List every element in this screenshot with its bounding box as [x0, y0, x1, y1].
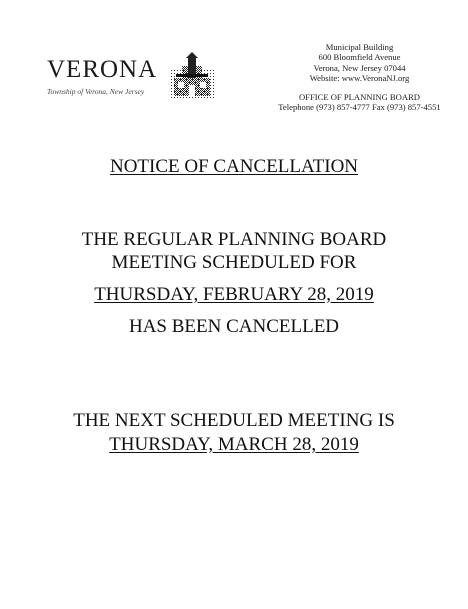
address-line: 600 Bloomfield Avenue — [318, 52, 401, 63]
notice-title: NOTICE OF CANCELLATION — [109, 156, 359, 177]
notice-line: THE REGULAR PLANNING BOARD — [81, 229, 387, 250]
office-name: OFFICE OF PLANNING BOARD — [298, 91, 421, 102]
next-date-text: THURSDAY, MARCH 28, 2019 — [109, 434, 359, 455]
notice-line: HAS BEEN CANCELLED — [128, 316, 340, 337]
township-tagline: Township of Verona, New Jersey — [47, 87, 145, 96]
municipal-address-block — [262, 42, 457, 112]
township-seal-icon — [168, 52, 216, 100]
address-line: Verona, New Jersey 07044 — [313, 62, 406, 73]
address-line: Municipal Building — [325, 42, 394, 52]
next-meeting-date — [0, 434, 468, 456]
verona-wordmark: VERONA — [47, 56, 158, 83]
website-line: Website: www.VeronaNJ.org — [309, 73, 410, 84]
notice-line: MEETING SCHEDULED FOR — [111, 252, 357, 273]
cancelled-date-text: THURSDAY, FEBRUARY 28, 2019 — [94, 284, 374, 305]
cancelled-meeting-date — [0, 284, 468, 306]
phone-fax-line: Telephone (973) 857-4777 Fax (973) 857-4551 — [278, 102, 441, 113]
next-meeting-line: THE NEXT SCHEDULED MEETING IS — [73, 410, 395, 431]
